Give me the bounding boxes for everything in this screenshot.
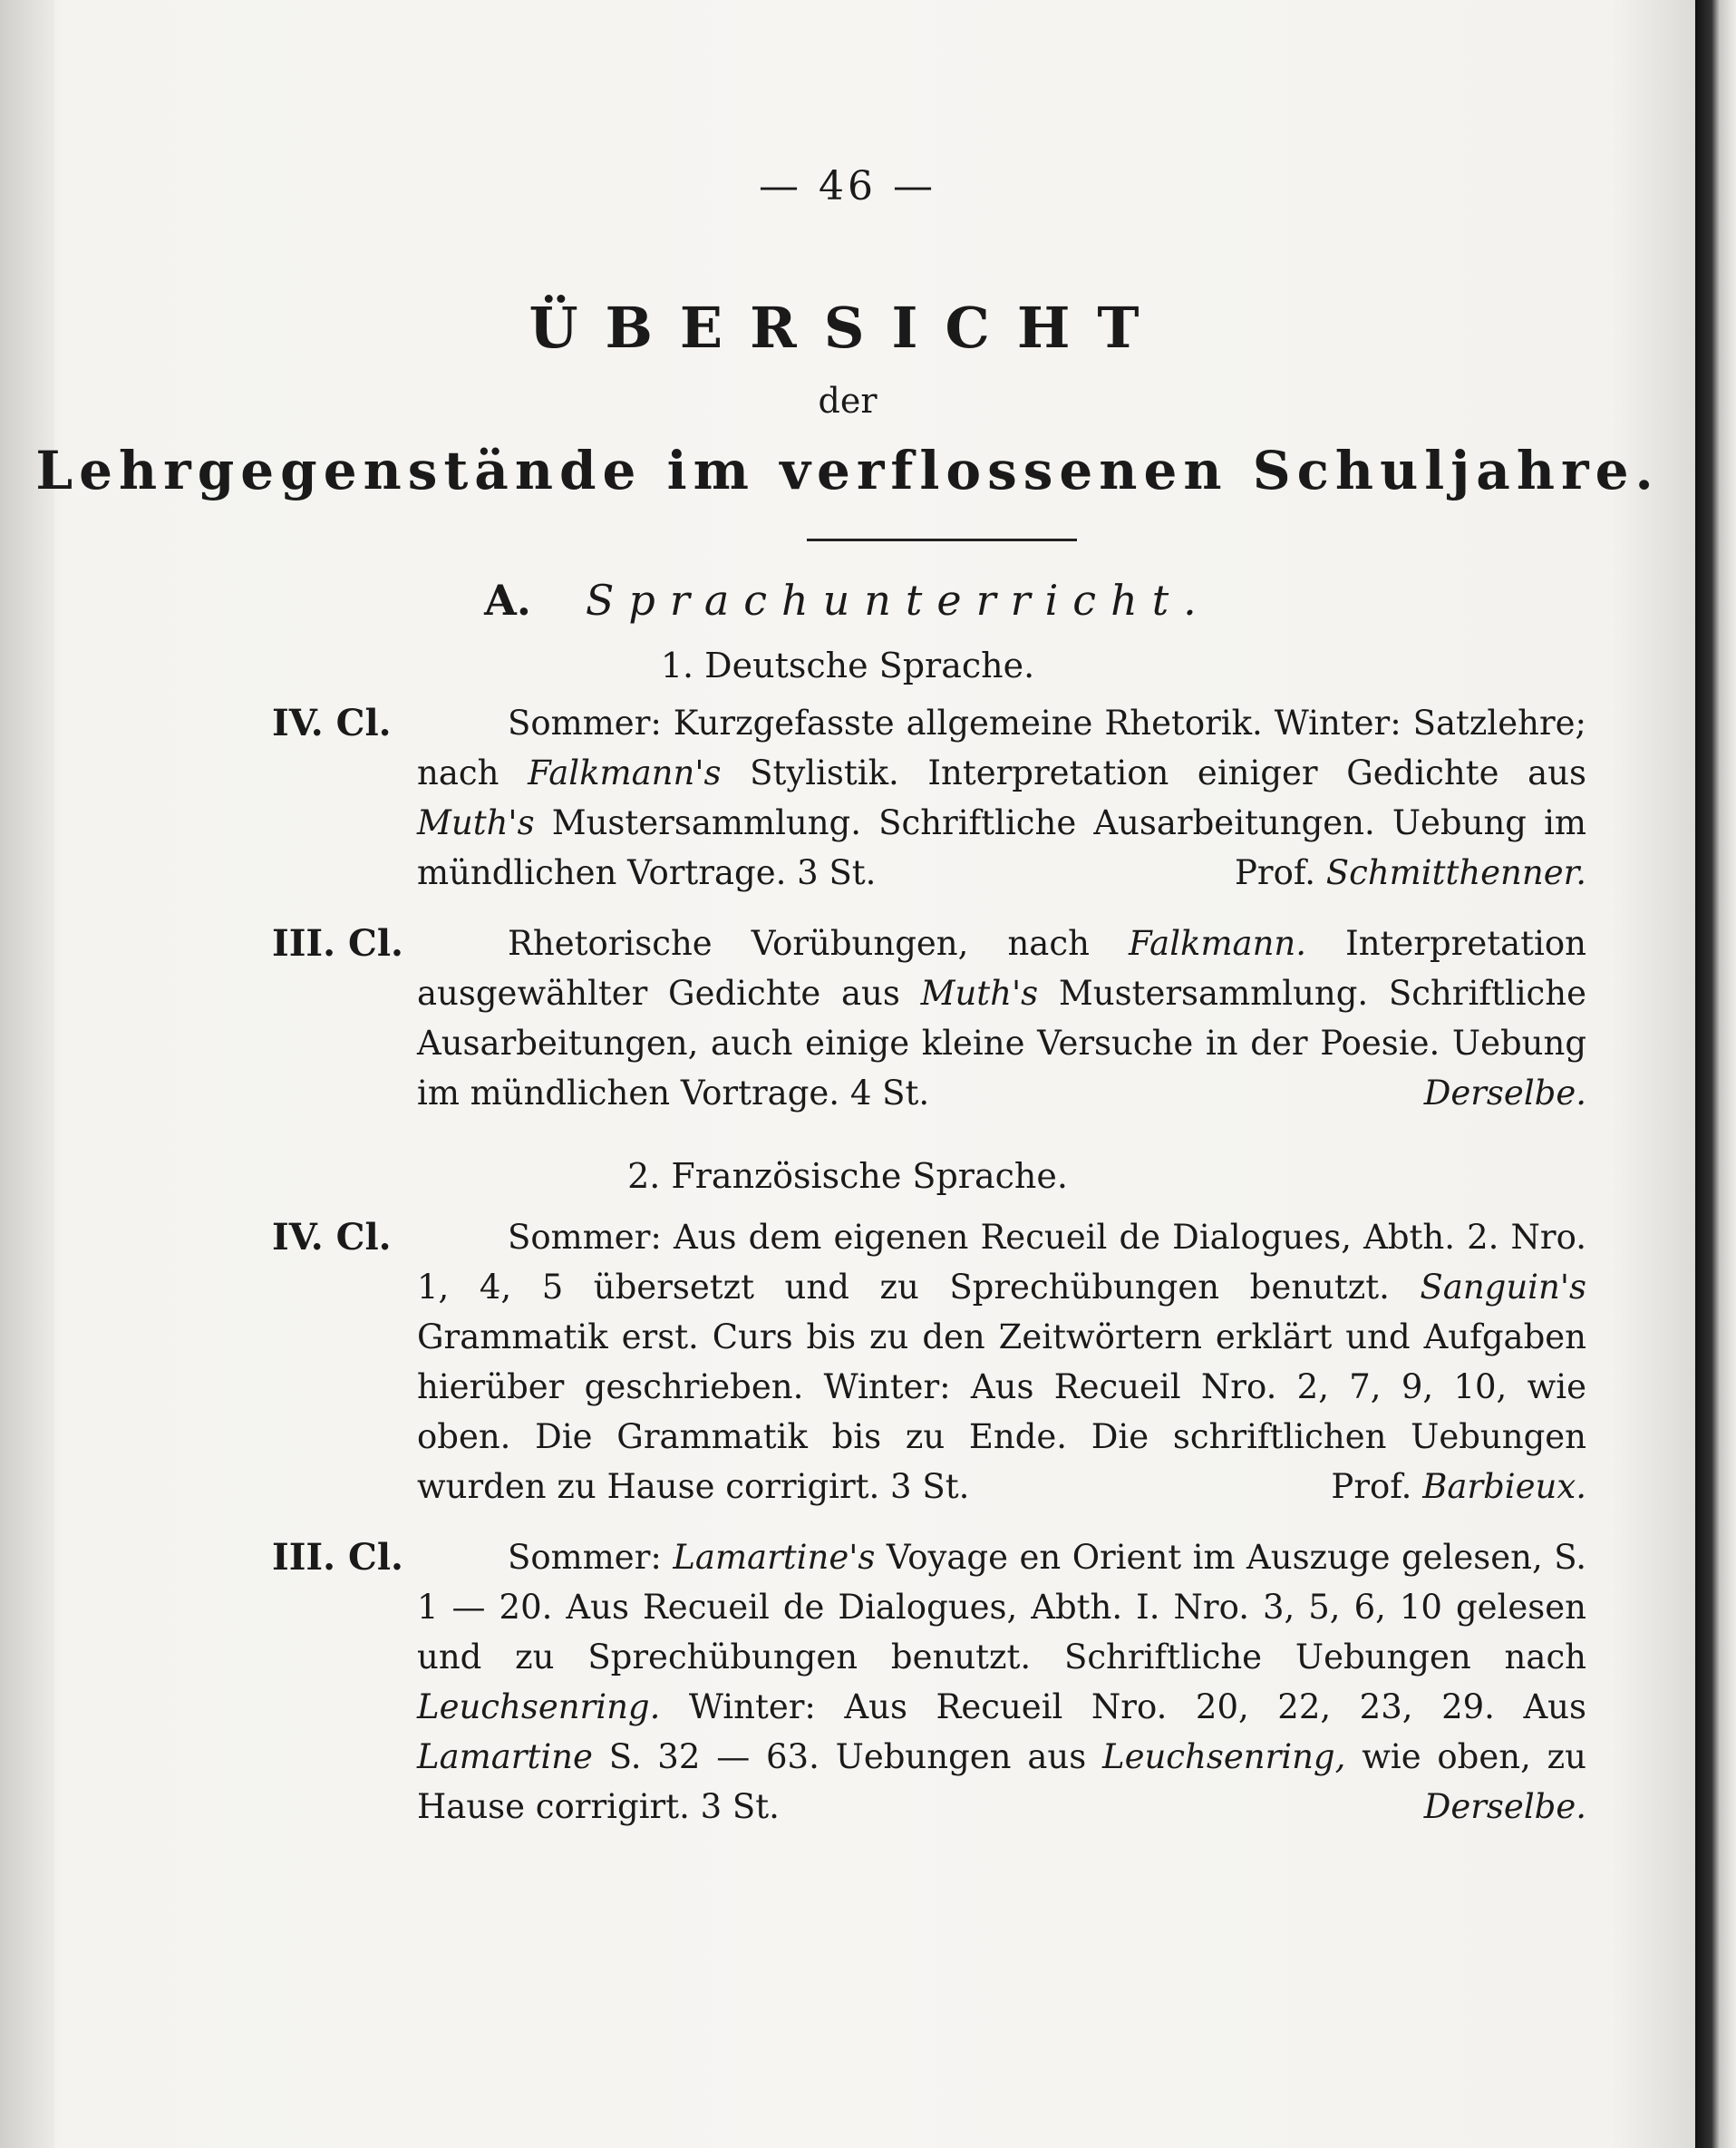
entry-text <box>417 1212 1586 1511</box>
page-title: ÜBERSICHT <box>529 295 1167 361</box>
teacher-title: Prof. <box>1235 853 1315 892</box>
teacher-title: Prof. <box>1331 1467 1412 1506</box>
book-reference: Sanguin's <box>1420 1268 1586 1307</box>
teacher-name: Schmitthenner. <box>1325 853 1586 892</box>
text-run: Voyage en Orient im Auszuge gelesen, S. 1 — 20. Aus Recueil de Dialogues, Abth. I. Nro. 3, 5, 6, 10 gelesen und zu Sprechübungen benutzt. Schriftliche Uebungen nach <box>417 1538 1586 1677</box>
text-run: Interpretation ausgewählter Gedichte aus <box>417 924 1586 1013</box>
text-run: wie oben, zu Hause corrigirt. 3 St. <box>417 1737 1586 1826</box>
book-reference: Leuchsenring. <box>417 1687 661 1726</box>
section-heading-a <box>0 576 1695 625</box>
teacher-name: Barbieux. <box>1422 1467 1586 1506</box>
entry-franzoesisch-iii <box>272 1532 1586 1832</box>
text-run: Mustersammlung. Schriftliche Ausarbeitungen, auch einige kleine Versuche in der Poesie. Uebung im mündlichen Vortrage. 4 St. <box>417 974 1586 1113</box>
text-run: Mustersammlung. Schriftliche Ausarbeitungen. Uebung im mündlichen Vortrage. 3 St. <box>417 803 1586 892</box>
entry-deutsch-iii <box>272 918 1586 1118</box>
text-run: Winter: Aus Recueil Nro. 20, 22, 23, 29. Aus <box>660 1687 1586 1726</box>
text-run: Sommer: Aus dem eigenen Recueil de Dialogues, Abth. 2. Nro. 1, 4, 5 übersetzt und zu Sprechübungen benutzt. <box>417 1218 1586 1307</box>
class-label: IV. Cl. <box>272 702 392 744</box>
entry-text <box>417 1532 1586 1832</box>
book-reference: Muth's <box>417 803 535 842</box>
page-subtitle: Lehrgegenstände im verflossenen Schuljahre. <box>35 440 1660 501</box>
entry-text <box>417 918 1586 1118</box>
teacher-signature <box>1240 1462 1586 1511</box>
text-run: Sommer: Kurzgefasste allgemeine Rhetorik. Winter: Satzlehre; nach <box>417 704 1586 792</box>
book-reference: Falkmann's <box>528 753 722 792</box>
book-reference: Lamartine's <box>673 1538 876 1577</box>
subsection-franzoesisch-title: 2. Französische Sprache. <box>627 1156 1068 1196</box>
subsection-deutsch-title: 1. Deutsche Sprache. <box>660 646 1035 685</box>
class-label: III. Cl. <box>272 922 403 965</box>
text-run: Sommer: <box>508 1538 674 1577</box>
entry-text <box>417 698 1586 898</box>
book-reference: Falkmann. <box>1128 924 1307 963</box>
title-divider <box>807 539 1077 541</box>
text-run: Rhetorische Vorübungen, nach <box>508 924 1129 963</box>
book-reference: Muth's <box>920 974 1039 1013</box>
title-connector: der <box>818 381 878 421</box>
book-reference: Leuchsenring, <box>1102 1737 1346 1776</box>
entry-deutsch-iv <box>272 698 1586 898</box>
class-label: IV. Cl. <box>272 1216 392 1259</box>
section-name: Sprachunterricht. <box>585 576 1211 625</box>
section-letter: A. <box>484 576 531 625</box>
text-run: Stylistik. Interpretation einiger Gedichte aus <box>721 753 1586 792</box>
class-label: III. Cl. <box>272 1536 403 1579</box>
teacher-signature <box>1144 848 1586 898</box>
page-binding-edge <box>1695 0 1736 2148</box>
text-run: Grammatik erst. Curs bis zu den Zeitwörtern erklärt und Aufgaben hierüber geschrieben. Winter: Aus Recueil Nro. 2, 7, 9, 10, wie oben. Die Grammatik bis zu Ende. Die schriftlichen Uebungen wurden zu Hause corrigirt. 3 St. <box>417 1317 1586 1506</box>
entry-franzoesisch-iv <box>272 1212 1586 1511</box>
teacher-signature: Derselbe. <box>1423 1787 1586 1826</box>
book-reference: Lamartine <box>417 1737 593 1776</box>
page-number: — 46 — <box>759 163 936 209</box>
text-run: S. 32 — 63. Uebungen aus <box>592 1737 1103 1776</box>
teacher-signature: Derselbe. <box>1423 1074 1586 1113</box>
